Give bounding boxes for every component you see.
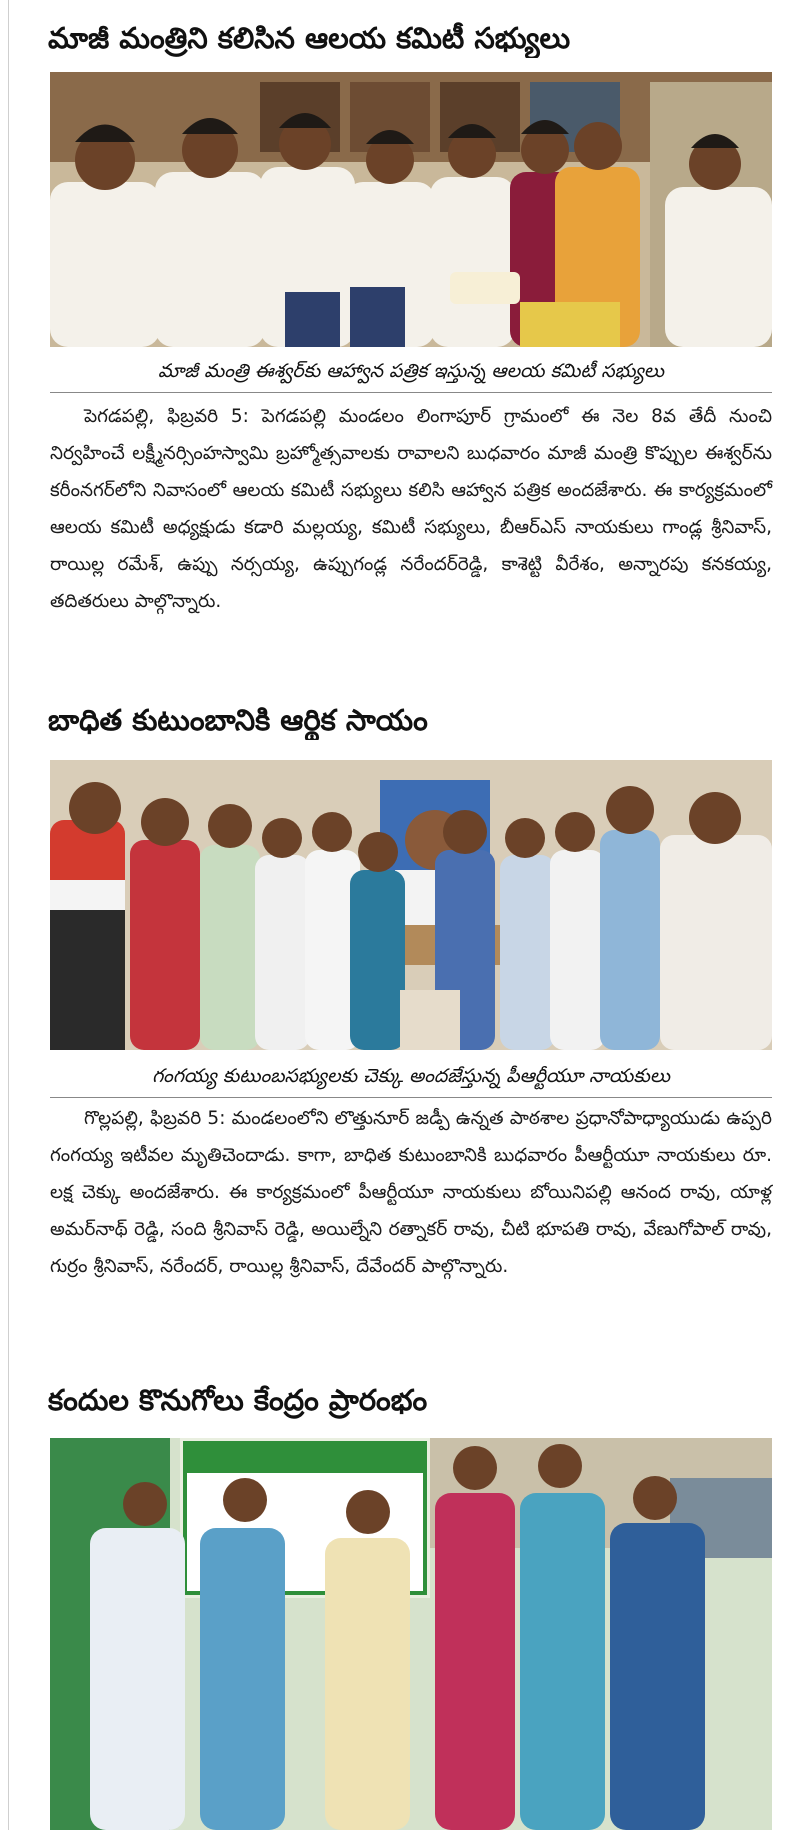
headline-temple-committee: మాజీ మంత్రిని కలిసిన ఆలయ కమిటీ సభ్యులు [48,21,571,55]
photo-financial-aid [50,760,772,1050]
caption-financial-aid: గంగయ్య కుటుంబసభ్యులకు చెక్కు అందజేస్తున్న పీఆర్టీయూ నాయకులు [50,1055,772,1098]
caption-temple-committee: మాజీ మంత్రి ఈశ్వర్‌కు ఆహ్వాన పత్రిక ఇస్తున్న ఆలయ కమిటీ సభ్యులు [50,350,772,393]
body-temple-committee: పెగడపల్లి, ఫిబ్రవరి 5: పెగడపల్లి మండలం లింగాపూర్ గ్రామంలో ఈ నెల 8వ తేదీ నుంచి నిర్వహించే లక్ష్మీనర్సింహస్వామి బ్రహ్మోత్సవాలకు రావాలని బుధవారం మాజీ మంత్రి కొప్పుల ఈశ్వర్‌ను కరీంనగర్‌లోని నివాసంలో ఆలయ కమిటీ సభ్యులు కలిసి ఆహ్వాన పత్రిక అందజేశారు. ఈ కార్యక్రమంలో ఆలయ కమిటీ అధ్యక్షుడు కడారి మల్లయ్య, కమిటీ సభ్యులు, బీఆర్‌ఎస్ నాయకులు గాండ్ల శ్రీనివాస్, రాయిల్ల రమేశ్, ఉప్పు నర్సయ్య, ఉప్పుగండ్ల నరేందర్‌రెడ్డి, కాశెట్టి వీరేశం, అన్నారపు కనకయ్య, తదితరులు పాల్గొన్నారు. [50,406,772,612]
column-rule [8,0,9,1830]
photo-temple-committee [50,72,772,347]
headline-procurement-centre: కందుల కొనుగోలు కేంద్రం ప్రారంభం [48,1383,428,1417]
photo-procurement-centre [50,1438,772,1830]
headline-financial-aid: బాధిత కుటుంబానికి ఆర్థిక సాయం [48,703,428,737]
body-financial-aid: గొల్లపల్లి, ఫిబ్రవరి 5: మండలంలోని లొత్తునూర్ జడ్పీ ఉన్నత పాఠశాల ప్రధానోపాధ్యాయుడు ఉప్పరి గంగయ్య ఇటీవల మృతిచెందాడు. కాగా, బాధిత కుటుంబానికి బుధవారం పీఆర్టీయూ నాయకులు రూ. లక్ష చెక్కు అందజేశారు. ఈ కార్యక్రమంలో పీఆర్టీయూ నాయకులు బోయినిపల్లి ఆనంద రావు, యాళ్ల అమర్‌నాథ్ రెడ్డి, సంది శ్రీనివాస్ రెడ్డి, అయిల్నేని రత్నాకర్ రావు, చీటి భూపతి రావు, వేణుగోపాల్ రావు, గుర్రం శ్రీనివాస్, నరేందర్, రాయిల్ల శ్రీనివాస్, దేవేందర్ పాల్గొన్నారు. [50,1108,772,1277]
